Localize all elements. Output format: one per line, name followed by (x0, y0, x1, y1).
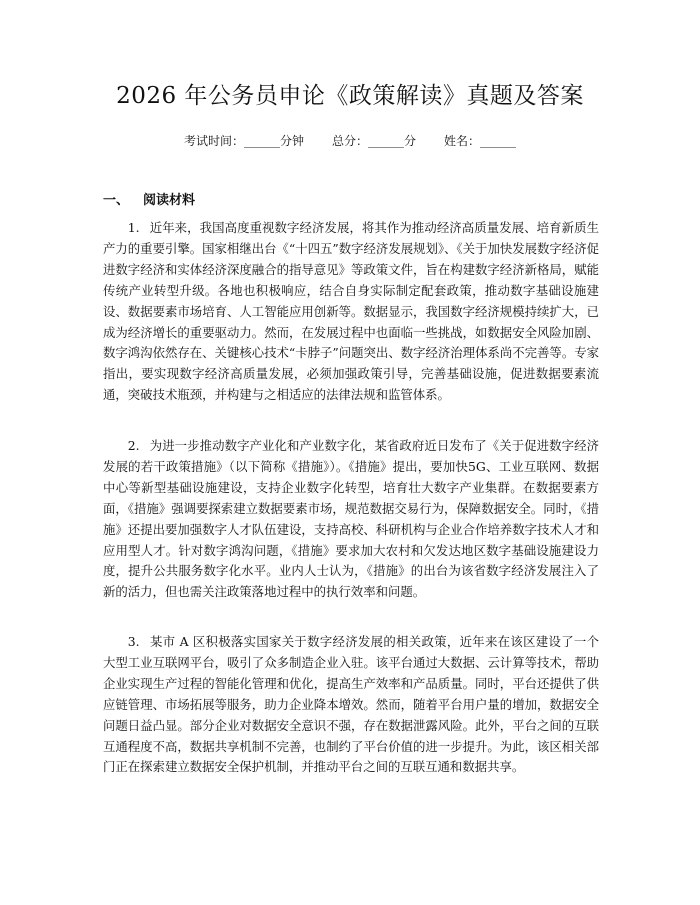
total-score-unit: 分 (404, 134, 417, 148)
exam-time-blank: ______ (243, 134, 280, 148)
exam-time-unit: 分钟 (279, 134, 304, 148)
paragraph-number: 2. (127, 438, 140, 453)
exam-info-line (0, 131, 700, 151)
paragraph-number: 1. (127, 220, 140, 235)
paragraph-text: 为进一步推动数字产业化和产业数字化，某省政府近日发布了《关于促进数字经济发展的若干政策措施》（以下简称《措施》）。《措施》提出，要加快5G、工业互联网、数据中心等新型基础设施建设，支持企业数字化转型，培育壮大数字产业集群。在数据要素方面，《措施》强调要探索建立数据要素市场，规范数据交易行为，保障数据安全。同时，《措施》还提出要加强数字人才队伍建设，支持高校、科研机构与企业合作培养数字技术人才和应用型人才。针对数字鸿沟问题，《措施》要求加大农村和欠发达地区数字基础设施建设力度，提升公共服务数字化水平。业内人士认为，《措施》的出台为该省数字经济发展注入了新的活力，但也需关注政策落地过程中的执行效率和问题。 (103, 438, 599, 600)
material-paragraph (103, 218, 599, 406)
material-paragraph (103, 436, 599, 603)
total-score-blank: ______ (368, 134, 404, 148)
paragraph-number: 3. (127, 634, 140, 649)
name-label: 姓名： (444, 134, 481, 148)
name-blank: ______ (480, 134, 517, 148)
document-title: 2026 年公务员申论《政策解读》真题及答案 (116, 83, 584, 109)
section-number: 一、 (103, 193, 130, 208)
paragraph-text: 某市 A 区积极落实国家关于数字经济发展的相关政策，近年来在该区建设了一个大型工业互联网平台，吸引了众多制造企业入驻。该平台通过大数据、云计算等技术，帮助企业实现生产过程的智能化管理和优化，提高生产效率和产品质量。同时，平台还提供了供应链管理、市场拓展等服务，助力企业降本增效。然而，随着平台用户量的增加，数据安全问题日益凸显。部分企业对数据安全意识不强，存在数据泄露风险。此外，平台之间的互联互通程度不高，数据共享机制不完善，也制约了平台价值的进一步提升。为此，该区相关部门正在探索建立数据安全保护机制，并推动平台之间的互联互通和数据共享。 (103, 634, 599, 775)
section-title: 阅读材料 (143, 193, 196, 208)
section-heading (103, 191, 195, 211)
paragraph-text: 近年来，我国高度重视数字经济发展，将其作为推动经济高质量发展、培育新质生产力的重要引擎。国家相继出台《“十四五”数字经济发展规划》、《关于加快发展数字经济促进数字经济和实体经济深度融合的指导意见》等政策文件，旨在构建数字经济新格局，赋能传统产业转型升级。各地也积极响应，结合自身实际制定配套政策，推动数字基础设施建设、数据要素市场培育、人工智能应用创新等。数据显示，我国数字经济规模持续扩大，已成为经济增长的重要驱动力。然而，在发展过程中也面临一些挑战，如数据安全风险加剧、数字鸿沟依然存在、关键核心技术“卡脖子”问题突出、数字经济治理体系尚不完善等。专家指出，要实现数字经济高质量发展，必须加强政策引导，完善基础设施，促进数据要素流通，突破技术瓶颈，并构建与之相适应的法律法规和监管体系。 (103, 220, 599, 403)
total-score-label: 总分： (331, 134, 368, 148)
material-paragraph (103, 632, 599, 778)
exam-time-label: 考试时间： (183, 134, 244, 148)
